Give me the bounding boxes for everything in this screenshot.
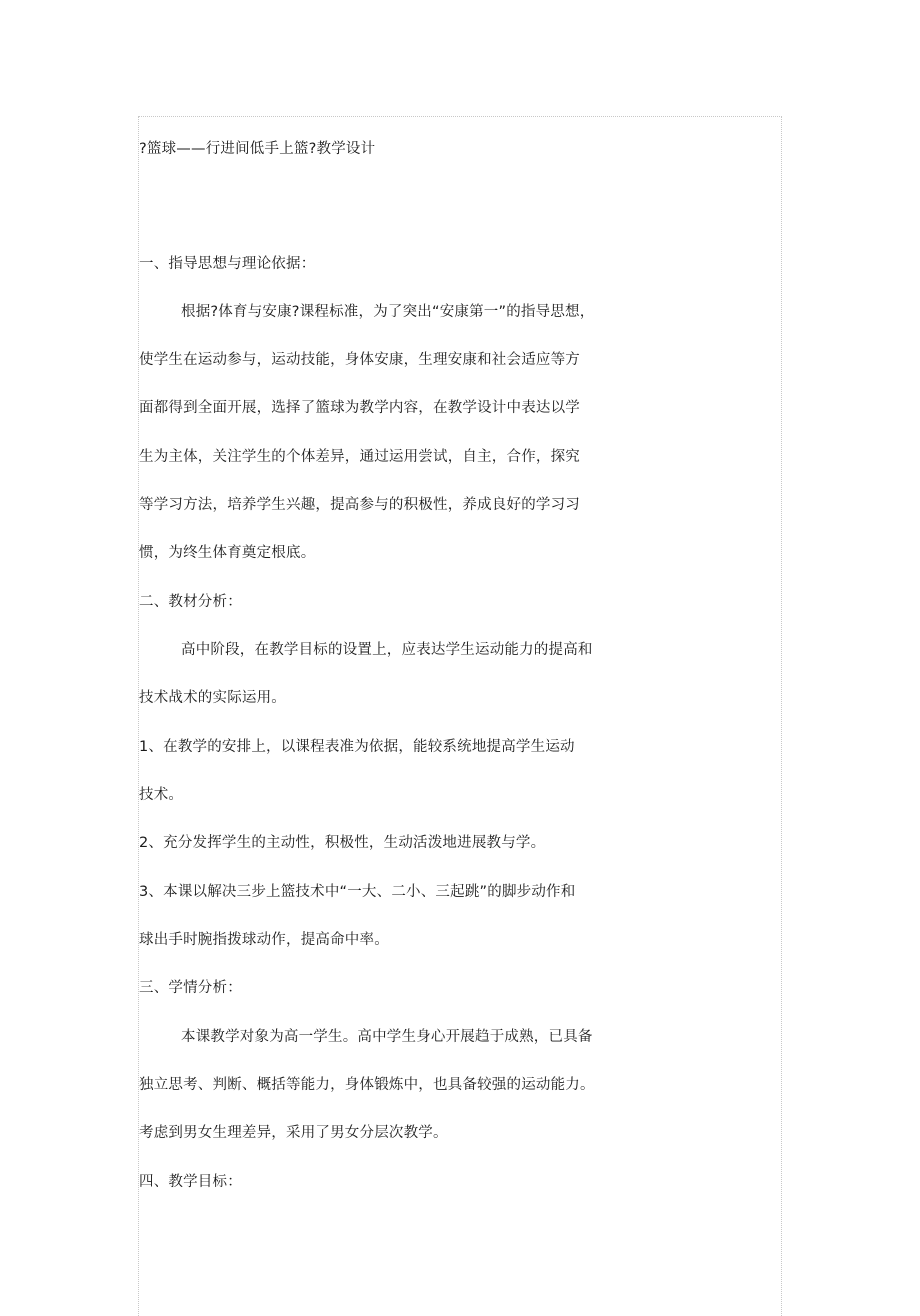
paragraph-line: 生为主体，关注学生的个体差异，通过运用尝试，自主，合作，探究	[139, 449, 580, 465]
section-heading-2: 二、教材分析：	[139, 594, 242, 610]
paragraph-line: 根据?体育与安康?课程标准，为了突出“安康第一”的指导思想，	[181, 304, 595, 320]
section-heading-1: 一、指导思想与理论依据：	[139, 256, 316, 272]
paragraph-line: 惯，为终生体育奠定根底。	[139, 545, 316, 561]
paragraph-line: 使学生在运动参与，运动技能，身体安康，生理安康和社会适应等方	[139, 352, 580, 368]
section-heading-3: 三、学情分析：	[139, 980, 242, 996]
list-item-2: 2、充分发挥学生的主动性，积极性，生动活泼地进展教与学。	[139, 835, 546, 851]
list-item-1: 1、在教学的安排上，以课程表准为依据，能较系统地提高学生运动	[139, 739, 575, 755]
list-item-3: 3、本课以解决三步上篮技术中“一大、二小、三起跳”的脚步动作和	[139, 884, 576, 900]
paragraph-line: 技术。	[139, 787, 184, 803]
paragraph-line: 等学习方法，培养学生兴趣，提高参与的积极性，养成良好的学习习	[139, 497, 580, 513]
paragraph-line: 考虑到男女生理差异，采用了男女分层次教学。	[139, 1125, 448, 1141]
paragraph-line: 面都得到全面开展，选择了篮球为教学内容，在教学设计中表达以学	[139, 400, 580, 416]
paragraph-line: 技术战术的实际运用。	[139, 690, 286, 706]
paragraph-line: 独立思考、判断、概括等能力，身体锻炼中，也具备较强的运动能力。	[139, 1077, 595, 1093]
paragraph-line: 高中阶段，在教学目标的设置上，应表达学生运动能力的提高和	[181, 642, 593, 658]
paragraph-line: 球出手时腕指拨球动作，提高命中率。	[139, 932, 389, 948]
section-heading-4: 四、教学目标：	[139, 1174, 242, 1190]
document-title: ?篮球——行进间低手上篮?教学设计	[139, 141, 376, 157]
paragraph-line: 本课教学对象为高一学生。高中学生身心开展趋于成熟，已具备	[181, 1029, 593, 1045]
